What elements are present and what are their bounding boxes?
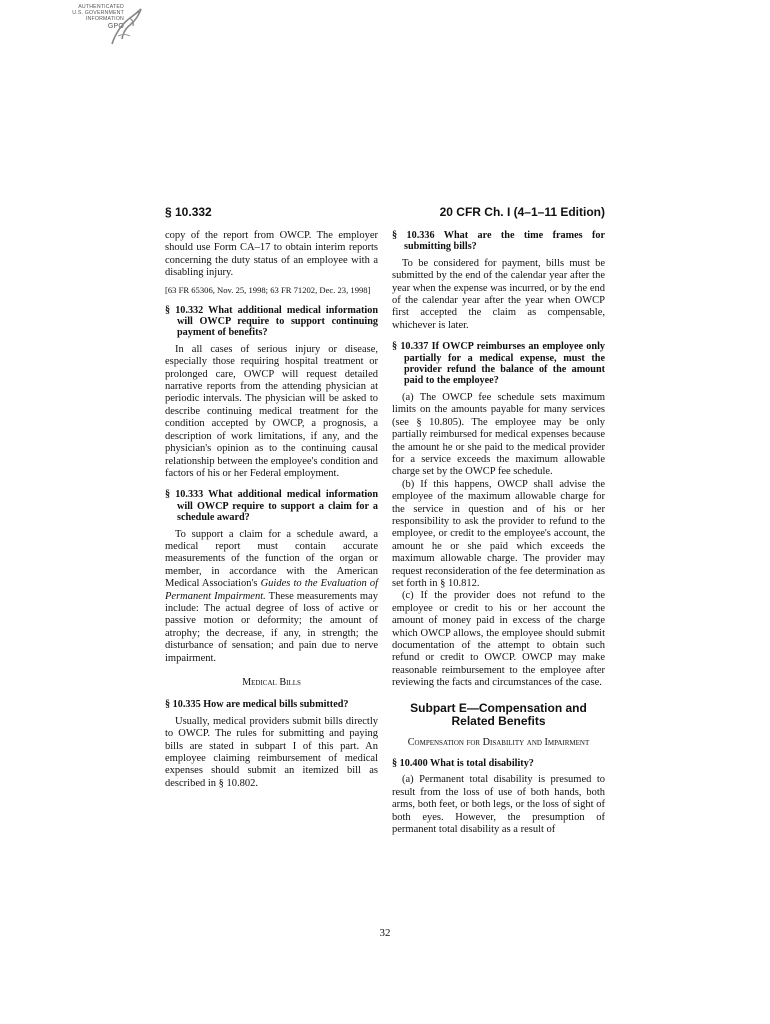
text-run: To support a claim for a schedule award, a medical report must contain accurate measurements of the function of the organ or member, in accordance with the American Medical Association's	[165, 528, 378, 590]
logo-line: AUTHENTICATED	[78, 4, 124, 10]
section-heading-10333: § 10.333 What additional medical information will OWCP require to support a claim for a schedule award?	[165, 489, 378, 524]
paragraph: (b) If this happens, OWCP shall advise the employee of the maximum allowable charge for the service in question and of his or her responsibility to ask the provider to refund to the employee, or credit to the employee's account, the amount he or she paid which exceeds the maximum allowable charge. The provider may request reconsideration of the fee determination as set forth in § 10.812.	[392, 478, 605, 589]
section-heading-10332: § 10.332 What additional medical information will OWCP require to support continuing payment of benefits?	[165, 304, 378, 339]
logo-line: U.S. GOVERNMENT	[72, 10, 124, 16]
paragraph: (a) The OWCP fee schedule sets maximum limits on the amounts payable for many services (see § 10.805). The employee may be only partially reimbursed for medical expenses because the amount he or she paid to the medical provider for a service exceeds the maximum allowable charge set by the OWCP fee schedule.	[392, 391, 605, 478]
cfr-title: 20 CFR Ch. I (4–1–11 Edition)	[439, 205, 605, 219]
text-run: These measurements may include: The actual degree of loss of active or passive motion or deformity; the amount of atrophy; the decrease, if any, in strength; the disturbance of sensation; and pain due to nerve impairment.	[165, 590, 378, 664]
logo-line: INFORMATION	[85, 16, 124, 22]
gpo-logo-text	[6, 4, 124, 31]
paragraph: In all cases of serious injury or disease, especially those requiring hospital treatment or prolonged care, OWCP will request detailed narrative reports from the attending physician at periodic intervals. The physician will be asked to describe continuing medical treatment for the condition accepted by OWCP, a prognosis, a description of work limitations, if any, and the physician's opinion as to the continuing causal relationship between the employee's condition and factors of his or her Federal employment.	[165, 343, 378, 479]
eagle-icon	[108, 6, 144, 48]
paragraph: (c) If the provider does not refund to the employee or credit to his or her account the amount of money paid in excess of the charge which OWCP allows, the employee should submit documentation of the attempt to obtain such refund or credit to OWCP. OWCP may make reasonable reimbursement to the employee after reviewing the facts and circumstances of the case.	[392, 590, 605, 689]
citation: [63 FR 65306, Nov. 25, 1998; 63 FR 71202, Dec. 23, 1998]	[165, 284, 371, 295]
gpo-authentication-logo	[6, 4, 146, 50]
section-heading-10400: § 10.400 What is total disability?	[392, 758, 534, 770]
guides-title: Guides to the Evaluation of Permanent Impairment.	[165, 578, 378, 602]
paragraph: (a) Permanent total disability is presumed to result from the loss of use of both hands, both arms, both feet, or both legs, or the loss of sight of both eyes. However, the presumption of permanent total disability as a result of	[392, 774, 605, 836]
paragraph	[165, 529, 378, 665]
subpart-heading: Subpart E—Compensation and Related Benefits	[410, 700, 587, 729]
running-head	[165, 205, 605, 221]
section-heading-10336: § 10.336 What are the time frames for submitting bills?	[392, 230, 605, 253]
medical-bills-heading: Medical Bills	[242, 677, 301, 688]
logo-line-gpo: GPO	[107, 23, 124, 30]
compensation-heading: Compensation for Disability and Impairment	[407, 736, 590, 748]
paragraph: To be considered for payment, bills must be submitted by the end of the calendar year after the year when the expense was incurred, or by the end of the calendar year after the year when OWCP first accepted the claim as compensable, whichever is later.	[392, 257, 605, 331]
left-column	[165, 230, 378, 790]
right-column	[392, 230, 605, 836]
section-reference: § 10.332	[165, 205, 212, 219]
paragraph: copy of the report from OWCP. The employer should use Form CA–17 to obtain interim reports concerning the duty status of an employee with a disabling injury.	[165, 230, 378, 279]
section-heading-10337: § 10.337 If OWCP reimburses an employee only partially for a medical expense, must the provider refund the balance of the amount paid to the employee?	[392, 341, 605, 387]
page-number: 32	[379, 927, 391, 939]
section-heading-10335: § 10.335 How are medical bills submitted?	[165, 699, 349, 711]
paragraph: Usually, medical providers submit bills directly to OWCP. The rules for submitting and paying bills are stated in subpart I of this part. An employee claiming reimbursement of medical expenses should submit an itemized bill as described in § 10.802.	[165, 715, 378, 789]
